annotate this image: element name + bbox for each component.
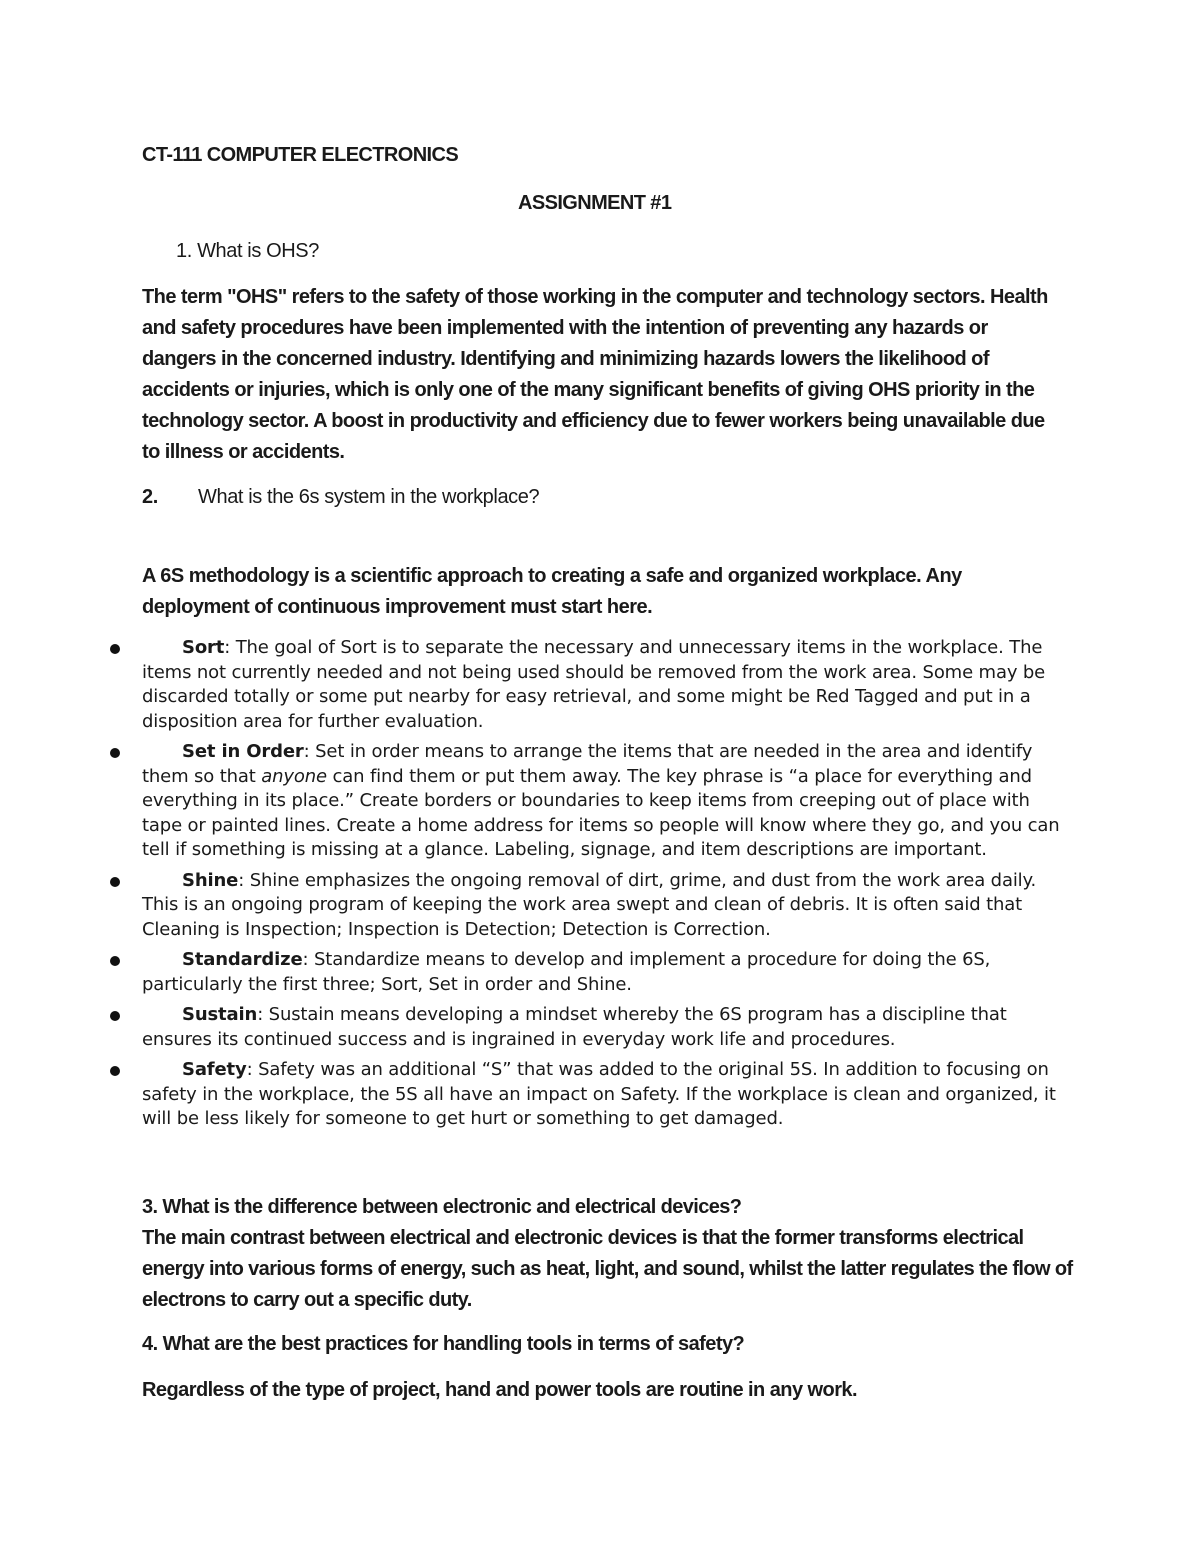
bullet-icon bbox=[110, 1011, 120, 1021]
bullet-icon bbox=[110, 748, 120, 758]
list-item-sustain bbox=[100, 1003, 1060, 1052]
answer-2-intro-text: A 6S methodology is a scientific approach to creating a safe and organized workplace. Any deployment of continuous improvement must start here. bbox=[142, 565, 962, 618]
bullet-icon bbox=[110, 956, 120, 966]
question-2-number: 2. bbox=[142, 486, 158, 508]
question-3: 3. What is the difference between electronic and electrical devices? bbox=[142, 1196, 742, 1218]
term-sustain: Sustain bbox=[182, 1004, 258, 1025]
list-item-standardize bbox=[100, 948, 1060, 997]
assignment-title: ASSIGNMENT #1 bbox=[518, 192, 672, 214]
question-2 bbox=[142, 486, 539, 509]
desc-sustain: : Sustain means developing a mindset whereby the 6S program has a discipline that ensures its continued success and is ingrained in everyday work life and procedures. bbox=[142, 1004, 1007, 1050]
term-set-in-order: Set in Order bbox=[182, 741, 304, 762]
question-4: 4. What are the best practices for handling tools in terms of safety? bbox=[142, 1333, 745, 1355]
question-3-block bbox=[142, 1192, 1082, 1316]
desc-shine: : Shine emphasizes the ongoing removal of dirt, grime, and dust from the work area daily. This is an ongoing program of keeping the work area swept and clean of debris. It is often said that Cleaning is Inspection; Inspection is Detection; Detection is Correction. bbox=[142, 869, 1037, 940]
question-2-text: What is the 6s system in the workplace? bbox=[198, 486, 540, 508]
answer-3: The main contrast between electrical and electronic devices is that the former transforms electrical energy into various forms of energy, such as heat, light, and sound, whilst the latter regulates the flow of electrons to carry out a specific duty. bbox=[142, 1227, 1073, 1311]
list-item-shine bbox=[100, 869, 1060, 943]
desc-sort: : The goal of Sort is to separate the necessary and unnecessary items in the workplace. The items not currently needed and not being used should be removed from the work area. Some may be discarded totally or some put nearby for easy retrieval, and some might be Red Tagged and put in a disposition area for further evaluation. bbox=[142, 637, 1046, 732]
desc-standardize: : Standardize means to develop and implement a procedure for doing the 6S, particularly the first three; Sort, Set in order and Shine. bbox=[142, 949, 991, 995]
desc-set-in-order-a: : Set in order means to arrange the items that are needed in the area and identify them so that bbox=[142, 741, 1033, 787]
term-sort: Sort bbox=[182, 637, 225, 658]
list-item-safety bbox=[100, 1058, 1060, 1132]
question-1-text: What is OHS? bbox=[197, 240, 319, 262]
course-title: CT-111 COMPUTER ELECTRONICS bbox=[142, 144, 459, 166]
answer-4: Regardless of the type of project, hand and power tools are routine in any work. bbox=[142, 1379, 858, 1401]
desc-safety: : Safety was an additional “S” that was added to the original 5S. In addition to focusing on safety in the workplace, the 5S all have an impact on Safety. If the workplace is clean and organized, it will be less likely for someone to get hurt or something to get damaged. bbox=[142, 1059, 1056, 1129]
question-1 bbox=[176, 240, 319, 263]
six-s-list bbox=[100, 636, 1060, 1138]
answer-2-intro bbox=[142, 561, 1052, 623]
term-shine: Shine bbox=[182, 869, 239, 891]
term-standardize: Standardize bbox=[182, 949, 303, 970]
answer-1 bbox=[142, 282, 1052, 468]
list-item-sort bbox=[100, 636, 1060, 734]
bullet-icon bbox=[110, 877, 120, 887]
question-1-number: 1. bbox=[176, 240, 192, 262]
term-safety: Safety bbox=[182, 1059, 247, 1080]
list-item-set-in-order bbox=[100, 740, 1060, 863]
bullet-icon bbox=[110, 644, 120, 654]
answer-1-text: The term "OHS" refers to the safety of those working in the computer and technology sectors. Health and safety procedures have been implemented with the intention of preventing any hazards or dangers in the concerned industry. Identifying and minimizing hazards lowers the likelihood of accidents or injuries, which is only one of the many significant benefits of giving OHS priority in the technology sector. A boost in productivity and efficiency due to fewer workers being unavailable due to illness or accidents. bbox=[142, 286, 1048, 463]
desc-set-in-order-b: can find them or put them away. The key phrase is “a place for everything and everything in its place.” Create borders or boundaries to keep items from creeping out of place with tape or painted lines. Create a home address for items so people will know where they go, and you can tell if something is missing at a glance. Labeling, signage, and item descriptions are important. bbox=[142, 765, 1060, 860]
bullet-icon bbox=[110, 1066, 120, 1076]
desc-set-in-order-emphasis: anyone bbox=[261, 765, 327, 787]
